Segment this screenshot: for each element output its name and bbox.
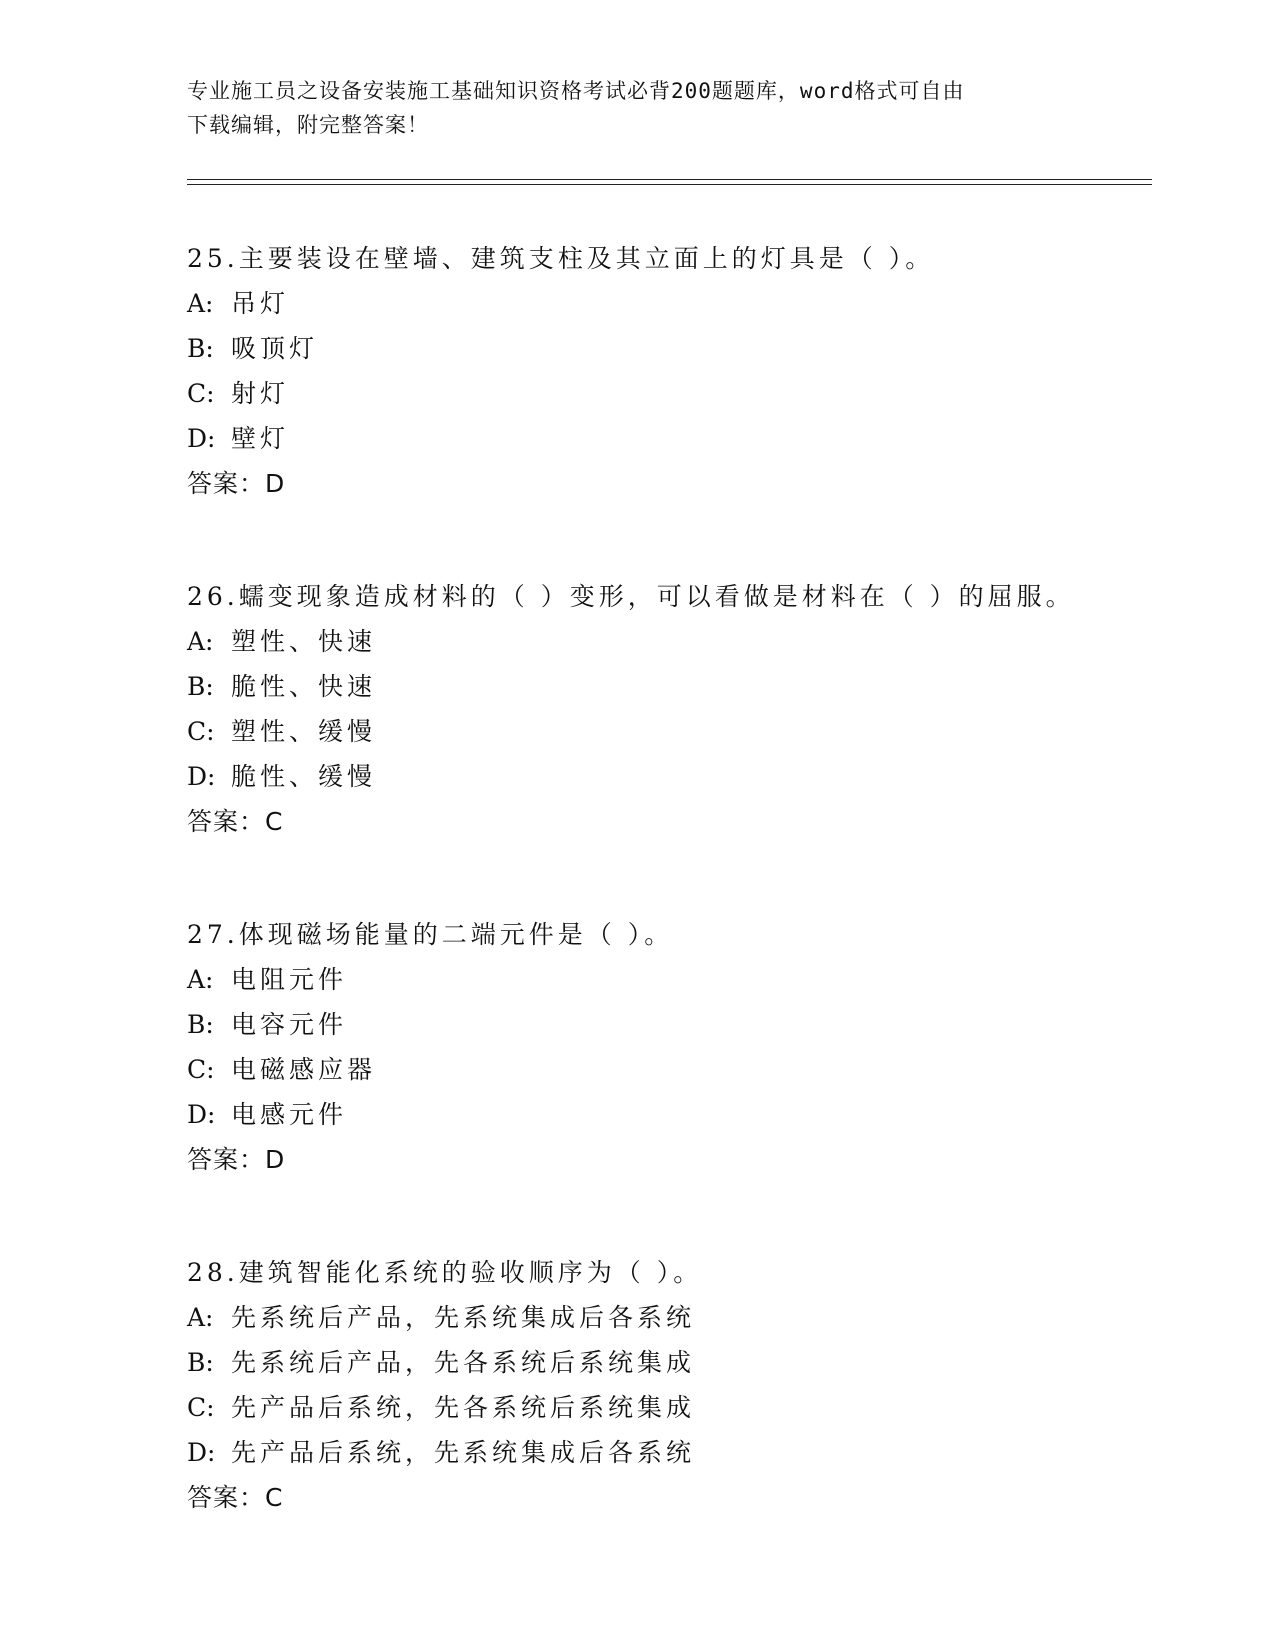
option-a	[187, 619, 1147, 664]
header-line-2: 下载编辑，附完整答案！	[187, 113, 429, 137]
option-letter: C:	[187, 1393, 215, 1422]
option-letter: B:	[187, 1348, 214, 1377]
option-letter: B:	[187, 672, 214, 701]
option-text: 塑性、缓慢	[231, 717, 377, 746]
answer-line: 答案：D	[187, 469, 286, 498]
option-text: 电阻元件	[231, 965, 348, 994]
question-27	[187, 912, 1147, 1182]
option-c	[187, 1385, 1147, 1430]
header-divider-top	[187, 179, 1152, 180]
option-letter: C:	[187, 379, 215, 408]
question-stem: 28.建筑智能化系统的验收顺序为（ ）。	[187, 1258, 703, 1287]
option-a	[187, 281, 1147, 326]
option-text: 先产品后系统，先系统集成后各系统	[231, 1438, 696, 1467]
option-letter: A:	[187, 289, 214, 318]
option-b	[187, 1340, 1147, 1385]
document-header	[187, 74, 1067, 142]
option-text: 电磁感应器	[231, 1055, 377, 1084]
question-25	[187, 236, 1147, 506]
answer-line: 答案：C	[187, 1483, 284, 1512]
option-a	[187, 957, 1147, 1002]
option-d	[187, 1092, 1147, 1137]
option-d	[187, 754, 1147, 799]
option-letter: B:	[187, 334, 214, 363]
header-divider-bottom	[187, 184, 1152, 185]
option-text: 先系统后产品，先系统集成后各系统	[231, 1303, 696, 1332]
answer-line: 答案：D	[187, 1145, 286, 1174]
option-letter: D:	[187, 762, 216, 791]
option-b	[187, 326, 1147, 371]
option-text: 电感元件	[231, 1100, 348, 1129]
option-d	[187, 1430, 1147, 1475]
option-letter: D:	[187, 1100, 216, 1129]
question-stem: 25.主要装设在壁墙、建筑支柱及其立面上的灯具是（ ）。	[187, 244, 935, 273]
option-text: 塑性、快速	[231, 627, 377, 656]
option-text: 吸顶灯	[231, 334, 319, 363]
question-stem: 26.蠕变现象造成材料的（ ）变形，可以看做是材料在（ ）的屈服。	[187, 582, 1075, 611]
question-stem: 27.体现磁场能量的二端元件是（ ）。	[187, 920, 674, 949]
option-text: 吊灯	[231, 289, 290, 318]
option-letter: D:	[187, 1438, 216, 1467]
header-line-1: 专业施工员之设备安装施工基础知识资格考试必背200题题库，word格式可自由	[187, 79, 965, 103]
option-b	[187, 1002, 1147, 1047]
question-28	[187, 1250, 1147, 1520]
option-text: 先系统后产品，先各系统后系统集成	[231, 1348, 696, 1377]
option-letter: A:	[187, 965, 214, 994]
option-c	[187, 1047, 1147, 1092]
question-list	[187, 236, 1147, 1588]
option-letter: C:	[187, 1055, 215, 1084]
option-a	[187, 1295, 1147, 1340]
option-letter: A:	[187, 1303, 214, 1332]
option-c	[187, 371, 1147, 416]
option-text: 射灯	[231, 379, 290, 408]
option-letter: D:	[187, 424, 216, 453]
option-b	[187, 664, 1147, 709]
answer-line: 答案：C	[187, 807, 284, 836]
option-text: 先产品后系统，先各系统后系统集成	[231, 1393, 696, 1422]
question-26	[187, 574, 1147, 844]
option-letter: C:	[187, 717, 215, 746]
option-letter: B:	[187, 1010, 214, 1039]
option-d	[187, 416, 1147, 461]
option-text: 脆性、缓慢	[231, 762, 377, 791]
option-c	[187, 709, 1147, 754]
option-text: 壁灯	[231, 424, 290, 453]
option-text: 电容元件	[231, 1010, 348, 1039]
option-letter: A:	[187, 627, 214, 656]
option-text: 脆性、快速	[231, 672, 377, 701]
